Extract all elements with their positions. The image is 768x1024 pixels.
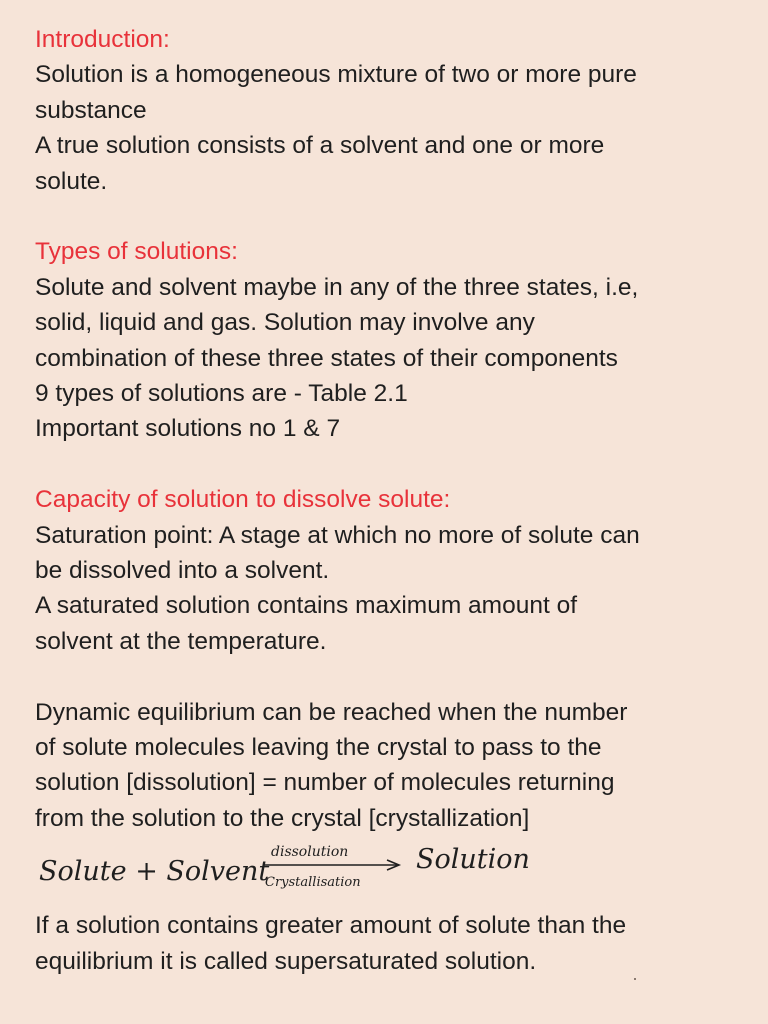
capacity-line-3: A saturated solution contains maximum amount of	[35, 592, 578, 620]
intro-line-4: solute.	[35, 167, 108, 195]
equilibrium-line-2: of solute molecules leaving the crystal to pass to the	[35, 734, 602, 762]
supersaturated-line-2: equilibrium it is called supersaturated solution.	[35, 947, 537, 975]
types-line-1: Solute and solvent maybe in any of the three states, i.e,	[35, 273, 639, 301]
intro-line-2: substance	[35, 96, 147, 124]
notes-page	[35, 22, 745, 979]
spacer	[35, 447, 745, 482]
equilibrium-line-3: solution [dissolution] = number of molecules returning	[35, 769, 615, 797]
equation-forward-label: dissolution	[271, 844, 349, 861]
equation-rhs: Solution	[416, 844, 530, 876]
supersaturated-line-1: If a solution contains greater amount of solute than the	[35, 912, 627, 940]
capacity-line-4: solvent at the temperature.	[35, 627, 327, 655]
capacity-line-2: be dissolved into a solvent.	[35, 557, 330, 585]
types-line-5: Important solutions no 1 & 7	[35, 415, 341, 443]
introduction-heading: Introduction:	[35, 26, 170, 53]
equation-backward-label: Crystallisation	[265, 875, 361, 891]
types-line-3: combination of these three states of their components	[35, 344, 618, 372]
types-heading: Types of solutions:	[35, 238, 238, 266]
spacer	[35, 199, 745, 234]
capacity-line-1: Saturation point: A stage at which no more of solute can	[35, 521, 640, 549]
types-line-4: 9 types of solutions are - Table 2.1	[35, 380, 408, 408]
equilibrium-line-4: from the solution to the crystal [crystallization]	[35, 804, 530, 832]
intro-line-3: A true solution consists of a solvent and one or more	[35, 132, 605, 160]
types-line-2: solid, liquid and gas. Solution may involve any	[35, 309, 535, 337]
spacer	[35, 659, 745, 694]
equation-drawing	[33, 836, 553, 908]
handwritten-equation	[35, 836, 745, 908]
equilibrium-line-1: Dynamic equilibrium can be reached when the number	[35, 698, 628, 726]
capacity-heading: Capacity of solution to dissolve solute:	[35, 486, 451, 514]
stray-dot	[634, 978, 636, 980]
intro-line-1: Solution is a homogeneous mixture of two or more pure	[35, 61, 637, 89]
equation-lhs: Solute + Solvent	[39, 856, 270, 888]
